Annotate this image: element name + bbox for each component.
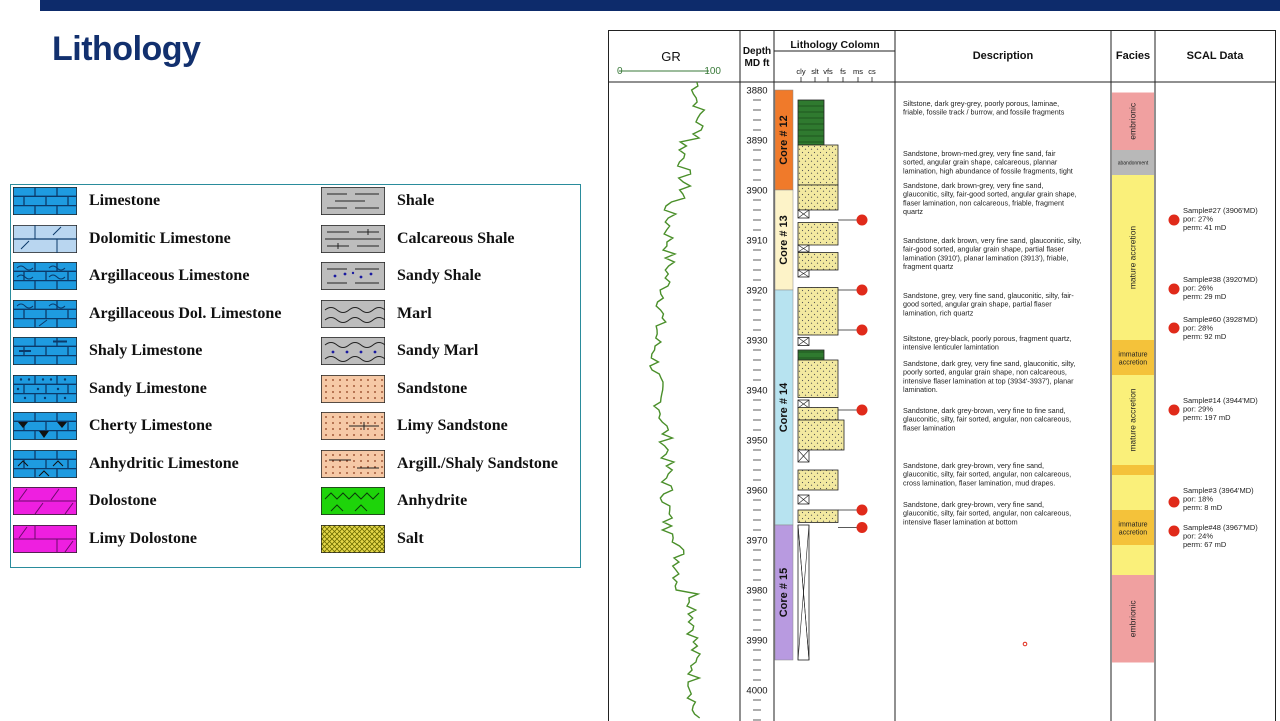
description-line: Sandstone, grey, very fine sand, glauconitic, silty, fair- [903, 291, 1074, 300]
scal-line: Sample#60 (3928'MD) [1183, 315, 1258, 324]
facies-label: embrionic [1127, 600, 1138, 638]
shaly-swatch-icon [13, 337, 77, 365]
description-line: Sandstone, dark brown, very fine sand, glauconitic, silty, [903, 236, 1082, 245]
legend-label: Dolostone [89, 492, 157, 509]
description-line: lamination. [903, 385, 938, 395]
legend-label: Anhydritic Limestone [89, 454, 239, 472]
description-line: intensive flaser lamination at bottom [903, 517, 1018, 527]
sample-marker-icon [857, 505, 868, 516]
scal-line: por: 26% [1183, 283, 1214, 293]
description-line: fragment quartz [903, 262, 954, 272]
scal-line: Sample#14 (3944'MD) [1183, 396, 1258, 405]
sample-marker-icon [857, 215, 868, 226]
legend-label: Sandstone [397, 379, 468, 397]
scal-line: por: 24% [1183, 531, 1214, 541]
description-line: Sandstone, dark grey, very fine sand, glauconitic, silty, [903, 359, 1076, 368]
gr-min-label: 0 [617, 66, 623, 77]
description-line: Siltstone, dark grey-grey, poorly porous, laminae, [903, 99, 1060, 108]
legend-label: Cherty Limestone [89, 417, 213, 434]
top-banner [40, 0, 1280, 11]
description-line: friable, fossile track / burrow, and fossile fragments [903, 107, 1065, 117]
lithology-bed [798, 408, 838, 421]
depth-tick-label: 3930 [746, 335, 768, 347]
description-line: Sandstone, dark grey-brown, very fine sand, [903, 461, 1045, 470]
scal-line: perm: 8 mD [1183, 503, 1223, 512]
lithology-bed [798, 185, 838, 210]
limydol-swatch-icon [13, 525, 77, 553]
well-log-svg [609, 31, 1275, 721]
scal-sample-icon [1169, 405, 1180, 416]
lithology-bed [798, 420, 844, 450]
depth-header-line1: Depth [742, 46, 772, 57]
core-label: Core # 15 [777, 567, 790, 618]
scal-line: perm: 197 mD [1183, 413, 1231, 422]
core-label: Core # 14 [777, 382, 790, 433]
calcshale-swatch-icon [321, 225, 385, 253]
grain-size-label: cs [868, 67, 876, 76]
depth-tick-label: 3890 [746, 135, 768, 147]
lithology-bed [798, 350, 824, 360]
facies-header: Facies [1115, 50, 1151, 62]
lithology-bed [798, 360, 838, 398]
anhydritic-swatch-icon [13, 450, 77, 478]
description-line: glauconitic, silty, fair sorted, angular, non calcareous, [903, 469, 1072, 479]
depth-tick-label: 3880 [746, 85, 768, 97]
lithology-legend [10, 184, 581, 568]
description-line: poorly sorted, angular grain shape, non calcareous, [903, 367, 1067, 377]
legend-label: Sandy Marl [397, 342, 479, 359]
dolostone-swatch-icon [13, 487, 77, 515]
lithology-bed [798, 223, 838, 246]
limysand-swatch-icon [321, 412, 385, 440]
page-title: Lithology [52, 30, 201, 68]
description-header: Description [972, 50, 1034, 62]
facies-label: abandonment [1117, 160, 1149, 167]
facies-label: accretion [1118, 529, 1148, 537]
legend-label: Dolomitic Limestone [89, 229, 231, 247]
legend-label: Anhydrite [397, 492, 468, 509]
lithology-bed [798, 145, 838, 185]
sample-marker-icon [857, 405, 868, 416]
grain-size-label: fs [840, 67, 846, 76]
argillaceous-swatch-icon [13, 262, 77, 290]
legend-label: Calcareous Shale [397, 229, 515, 247]
limestone-swatch-icon [13, 187, 77, 215]
description-line: Sandstone, dark brown-grey, very fine sand, [903, 181, 1044, 190]
description-line: Sandstone, dark grey-brown, very fine to fine sand, [903, 406, 1066, 415]
facies-label: embrionic [1127, 102, 1138, 140]
description-line: quartz [903, 207, 923, 217]
legend-label: Limy Sandstone [397, 417, 508, 434]
scal-line: por: 29% [1183, 404, 1214, 414]
facies-label: immature [1118, 521, 1148, 529]
description-line: glauconitic, silty, fair sorted, angular, non calcareous, [903, 414, 1072, 424]
argsand-swatch-icon [321, 450, 385, 478]
scal-line: por: 28% [1183, 323, 1214, 333]
sandyshale-swatch-icon [321, 262, 385, 290]
core-label: Core # 13 [777, 215, 790, 265]
sample-marker-icon [857, 285, 868, 296]
legend-label: Shaly Limestone [89, 342, 203, 359]
salt-swatch-icon [321, 525, 385, 553]
description-line: cross lamination, flaser lamination, mud drapes. [903, 478, 1056, 488]
description-line: intensive lenticuler lamintation [903, 342, 999, 352]
facies-band [1112, 465, 1154, 475]
description-line: lamination, rich quartz [903, 308, 974, 318]
facies-band [1112, 545, 1154, 575]
scal-sample-icon [1169, 215, 1180, 226]
sample-marker-icon [857, 522, 868, 533]
facies-label: mature accretion [1127, 225, 1138, 290]
cherty-swatch-icon [13, 412, 77, 440]
description-line: intensive flaser lamination at top (3934'-3937'), planar [903, 376, 1074, 386]
legend-label: Argill./Shaly Sandstone [397, 454, 558, 472]
depth-tick-label: 3980 [746, 585, 768, 597]
anhydrite-swatch-icon [321, 487, 385, 515]
scal-line: perm: 41 mD [1183, 223, 1227, 232]
scal-sample-icon [1169, 526, 1180, 537]
scal-sample-icon [1169, 284, 1180, 295]
legend-label: Limy Dolostone [89, 529, 197, 547]
description-line: sorted, angular grain shape, calcareous, plannar [903, 157, 1058, 167]
sandy-swatch-icon [13, 375, 77, 403]
facies-label: mature accretion [1127, 388, 1138, 452]
description-line: lamination, high abundance of fossile fragments, tight [903, 166, 1073, 176]
legend-label: Shale [397, 192, 435, 209]
depth-tick-label: 3910 [746, 235, 768, 247]
scal-line: por: 27% [1183, 214, 1214, 224]
depth-tick-label: 3940 [746, 385, 768, 397]
depth-tick-label: 3950 [746, 435, 768, 447]
stray-marker-icon [1023, 642, 1027, 646]
gr-max-label: 100 [704, 66, 721, 77]
well-log-panel [608, 30, 1276, 721]
depth-header-line2: MD ft [744, 58, 770, 69]
core-label: Core # 12 [777, 115, 790, 165]
grain-size-label: slt [811, 67, 819, 76]
description-line: flaser lamination [903, 423, 956, 433]
facies-label: accretion [1118, 359, 1148, 367]
grain-size-label: cly [796, 67, 806, 76]
description-line: glauconitic, silty, fair-good sorted, angular grain shape, [903, 189, 1077, 199]
scal-sample-icon [1169, 323, 1180, 334]
lithology-bed [798, 510, 838, 523]
description-line: fair-good sorted, angular grain shape, partial flaser [903, 244, 1065, 254]
depth-tick-label: 3970 [746, 535, 768, 547]
scal-line: perm: 29 mD [1183, 292, 1227, 301]
scal-line: por: 18% [1183, 494, 1214, 504]
marl-swatch-icon [321, 300, 385, 328]
description-line: good sorted, angular grain shape, partial flaser [903, 299, 1052, 309]
description-line: flaser lamination, non calcareous, friable, fragment [903, 198, 1065, 208]
scal-line: Sample#38 (3920'MD) [1183, 275, 1258, 284]
scal-line: perm: 67 mD [1183, 540, 1227, 549]
scal-line: Sample#27 (3906'MD) [1183, 206, 1258, 215]
description-line: Sandstone, dark grey-brown, very fine sand, [903, 500, 1045, 509]
depth-tick-label: 4000 [746, 685, 768, 697]
dolomitic-swatch-icon [13, 225, 77, 253]
lithology-bed [798, 470, 838, 490]
depth-tick-label: 3920 [746, 285, 768, 297]
argdol-swatch-icon [13, 300, 77, 328]
description-line: Sandstone, brown-med.grey, very fine sand, fair [903, 149, 1056, 158]
lithology-bed [798, 288, 838, 336]
scal-sample-icon [1169, 497, 1180, 508]
sample-marker-icon [857, 325, 868, 336]
gr-log-curve [650, 82, 704, 718]
description-line: Siltstone, grey-black, poorly porous, fragment quartz, [903, 334, 1072, 343]
legend-label: Salt [397, 529, 424, 547]
scal-line: Sample#3 (3964'MD) [1183, 486, 1254, 495]
description-line: lamination (3910'), planar lamination (3913'), friable, [903, 253, 1069, 263]
sandstone-swatch-icon [321, 375, 385, 403]
lithology-bed [798, 100, 824, 145]
legend-label: Sandy Shale [397, 267, 482, 284]
depth-tick-label: 3960 [746, 485, 768, 497]
scal-header: SCAL Data [1186, 50, 1244, 62]
description-line: glauconitic, silty, fair sorted, angular, non calcareous, [903, 508, 1072, 518]
grain-size-label: vfs [823, 67, 833, 76]
facies-band [1112, 475, 1154, 510]
sandymarl-swatch-icon [321, 337, 385, 365]
legend-label: Limestone [89, 192, 161, 209]
shale-swatch-icon [321, 187, 385, 215]
legend-label: Argillaceous Dol. Limestone [89, 304, 282, 322]
depth-tick-label: 3900 [746, 185, 768, 197]
scal-line: Sample#48 (3967'MD) [1183, 523, 1258, 532]
legend-label: Marl [397, 304, 432, 322]
legend-label: Argillaceous Limestone [89, 267, 250, 284]
legend-label: Sandy Limestone [89, 379, 207, 397]
lithology-header: Lithology Colomn [790, 39, 880, 51]
gr-header: GR [661, 49, 681, 64]
grain-size-label: ms [853, 67, 863, 76]
lithology-bed [798, 253, 838, 271]
scal-line: perm: 92 mD [1183, 332, 1227, 341]
depth-tick-label: 3990 [746, 635, 768, 647]
facies-label: immature [1118, 351, 1148, 359]
